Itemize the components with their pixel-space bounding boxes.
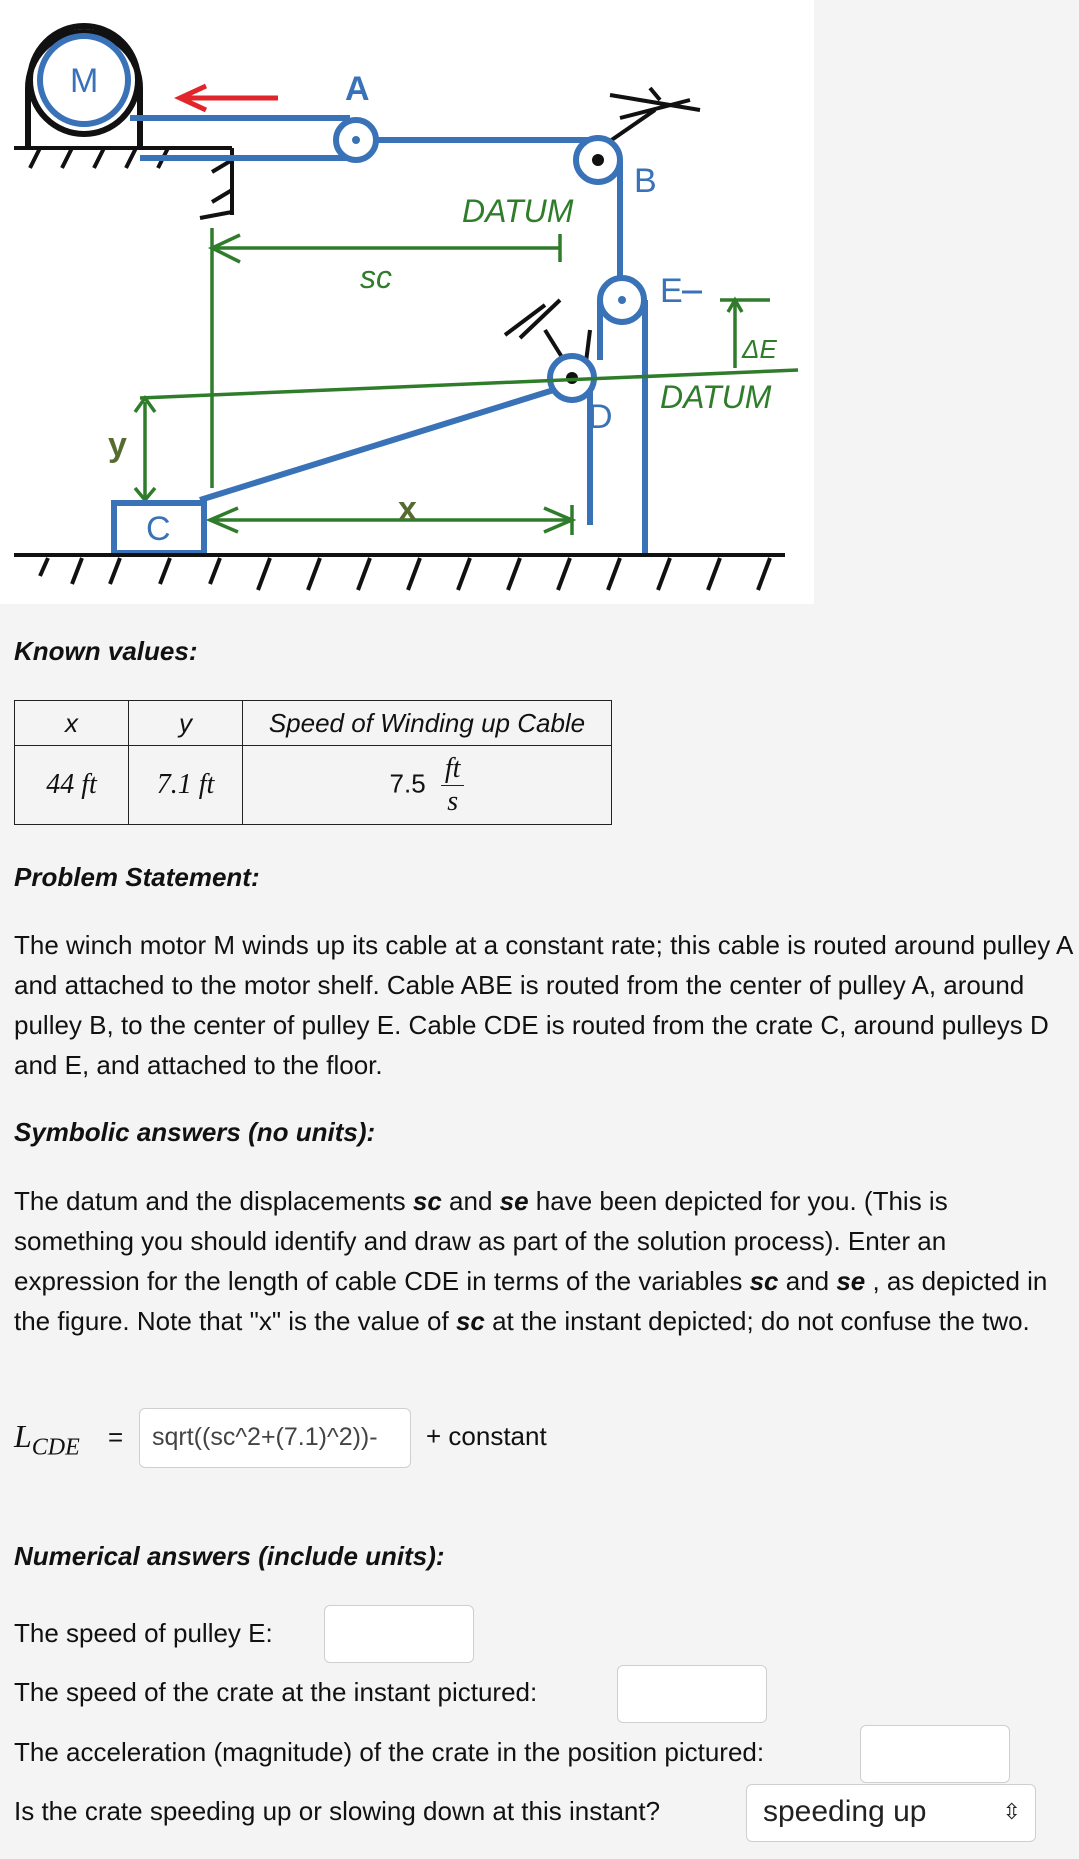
x-value: 44 ft bbox=[46, 769, 97, 800]
x-label: x bbox=[398, 490, 417, 528]
problem-statement-text: The winch motor M winds up its cable at a constant rate; this cable is routed around pulley A and attached to the motor shelf. Cable ABE is routed from the center of pulley A, around pulley B, to the center of pulley E. Cable CDE is routed from the crate C, around pulleys D and E, and attached to the floor. bbox=[14, 930, 1072, 1080]
known-values-table bbox=[14, 700, 612, 825]
pulley-D-label: D bbox=[588, 398, 613, 436]
q4-label: Is the crate speeding up or slowing down at this instant? bbox=[14, 1796, 661, 1826]
crate-speed-input[interactable] bbox=[617, 1665, 767, 1723]
lcde-expression-input[interactable]: sqrt((sc^2+(7.1)^2))- bbox=[139, 1408, 411, 1468]
crate-acceleration-input[interactable] bbox=[860, 1725, 1010, 1783]
pulley-B-label: B bbox=[634, 162, 657, 200]
datum-right-label: DATUM bbox=[660, 379, 772, 415]
pulley-E-label: E bbox=[660, 272, 683, 310]
table-header-row bbox=[15, 701, 612, 746]
plus-constant: + constant bbox=[426, 1421, 547, 1451]
crate-C-label: C bbox=[146, 510, 171, 548]
speeding-slowing-select[interactable] bbox=[746, 1784, 1036, 1842]
numerical-heading: Numerical answers (include units): bbox=[14, 1541, 445, 1571]
symbolic-heading: Symbolic answers (no units): bbox=[14, 1117, 376, 1147]
problem-figure bbox=[0, 0, 814, 604]
chevron-up-down-icon: ⇳ bbox=[1002, 1799, 1021, 1824]
select-value: speeding up bbox=[763, 1795, 927, 1828]
pulley-E-speed-input[interactable] bbox=[324, 1605, 474, 1663]
pulley-A-label: A bbox=[345, 70, 370, 108]
y-value: 7.1 ft bbox=[156, 769, 215, 800]
q2-label: The speed of the crate at the instant pictured: bbox=[14, 1677, 538, 1707]
pulley-B-support bbox=[600, 88, 700, 148]
header-x: x bbox=[15, 701, 129, 746]
symbolic-text: The datum and the displacements sc and se have been depicted for you. (This is something you should identify and draw as part of the solution process). Enter an expression for the length of cable CDE in terms of the variables sc and se , as depicted in the figure. Note that "x" is the value of sc at the instant depicted; do not confuse the two. bbox=[14, 1186, 1048, 1336]
speed-unit: $\frac{ft}{s}$ bbox=[441, 753, 465, 818]
speed-cell bbox=[243, 746, 612, 825]
known-values-heading: Known values: bbox=[14, 636, 198, 666]
problem-statement-heading: Problem Statement: bbox=[14, 862, 260, 892]
speed-value: 7.5 bbox=[389, 767, 426, 798]
lcde-equals: = bbox=[108, 1422, 124, 1452]
floor bbox=[14, 555, 785, 590]
sc-label: sc bbox=[360, 259, 392, 295]
q3-label: The acceleration (magnitude) of the crate in the position pictured: bbox=[14, 1737, 765, 1767]
header-y: y bbox=[129, 701, 243, 746]
header-speed: Speed of Winding up Cable bbox=[243, 701, 612, 746]
winding-direction-arrow bbox=[180, 86, 278, 110]
table-value-row bbox=[15, 746, 612, 825]
pulley-diagram bbox=[0, 0, 814, 604]
motor-M bbox=[28, 26, 140, 148]
y-label: y bbox=[108, 426, 127, 464]
q1-label: The speed of pulley E: bbox=[14, 1618, 273, 1648]
cables bbox=[130, 118, 645, 555]
se-label: ΔE bbox=[742, 334, 777, 364]
lcde-label: $L_{CDE}$ bbox=[14, 1418, 80, 1461]
datum-top-label: DATUM bbox=[462, 193, 574, 229]
motor-label: M bbox=[70, 62, 99, 100]
